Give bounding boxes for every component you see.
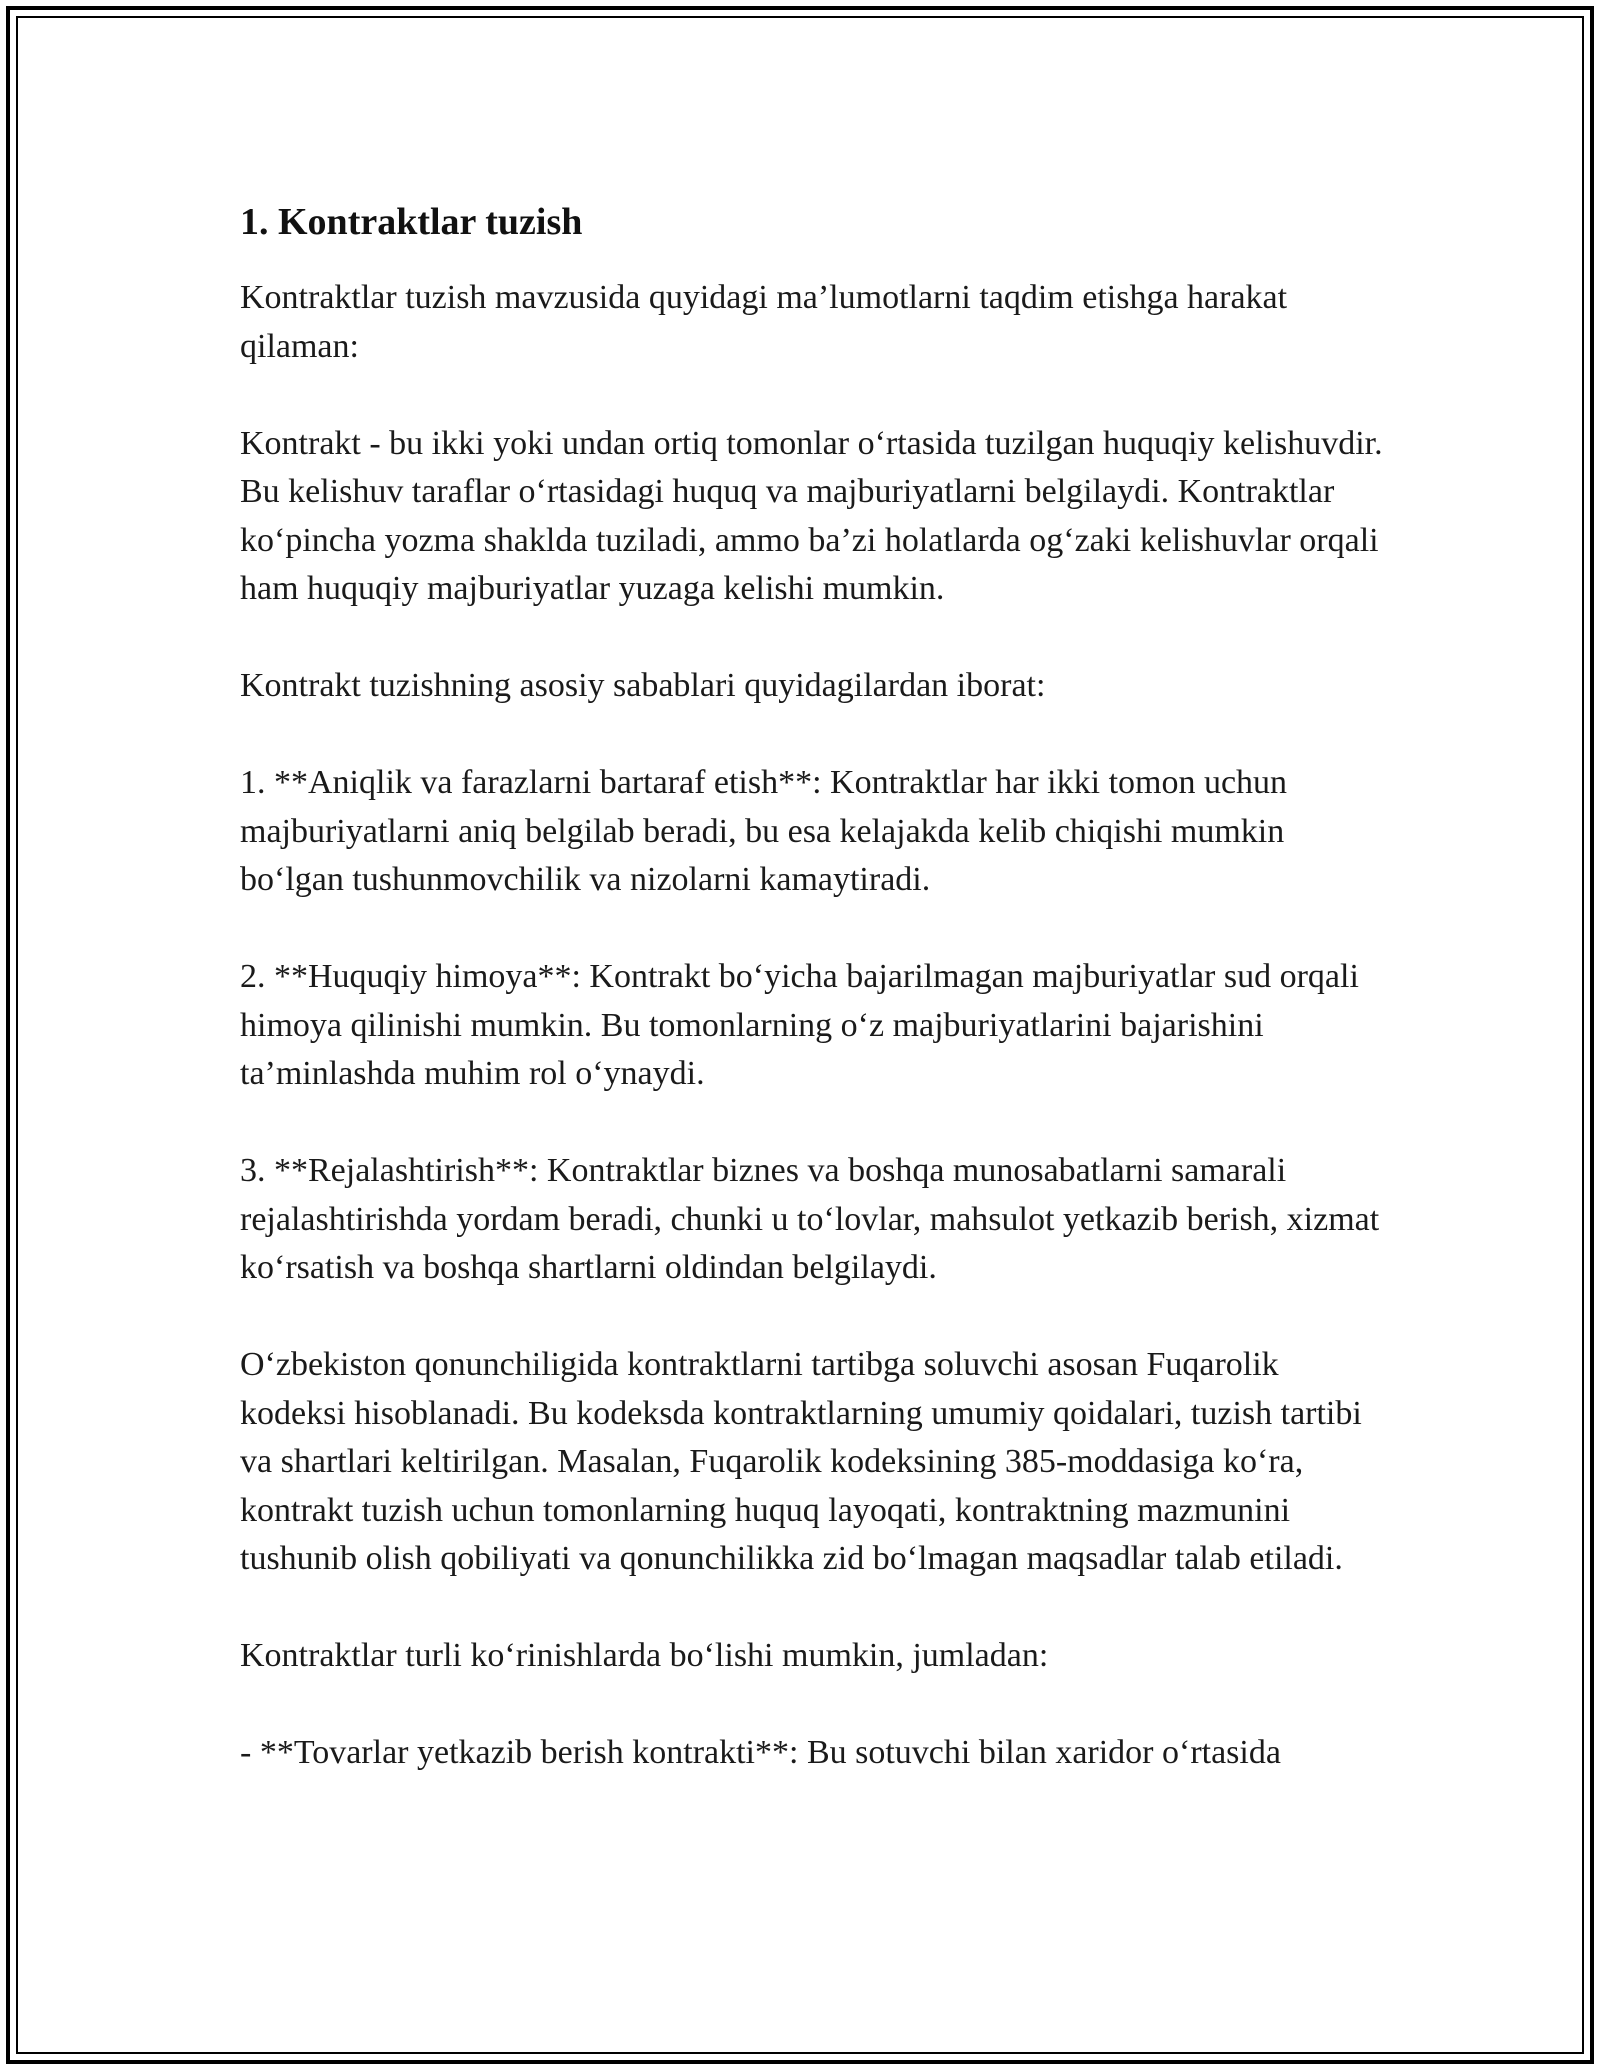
paragraph-types-intro: Kontraktlar turli ko‘rinishlarda bo‘lishi mumkin, jumladan: bbox=[240, 1637, 1049, 1674]
document-title: 1. Kontraktlar tuzish bbox=[240, 201, 583, 243]
document-body bbox=[240, 198, 1390, 1778]
document-page bbox=[6, 6, 1594, 2064]
list-item-reason-1: 1. **Aniqlik va farazlarni bartaraf etish**: Kontraktlar har ikki tomon uchun majburiyatlarni aniq belgilab beradi, bu esa kelajakda kelib chiqishi mumkin bo‘lgan tushunmovchilik va nizolarni kamaytiradi. bbox=[240, 764, 1288, 898]
list-item-reason-2: 2. **Huquqiy himoya**: Kontrakt bo‘yicha bajarilmagan majburiyatlar sud orqali himoya qilinishi mumkin. Bu tomonlarning o‘z majburiyatlarini bajarishini ta’minlashda muhim rol o‘ynaydi. bbox=[240, 958, 1359, 1092]
paragraph-definition: Kontrakt - bu ikki yoki undan ortiq tomonlar o‘rtasida tuzilgan huquqiy kelishuvdir. Bu kelishuv taraflar o‘rtasidagi huquq va majburiyatlarni belgilaydi. Kontraktlar ko‘pincha yozma shaklda tuziladi, ammo ba’zi holatlarda og‘zaki kelishuvlar orqali ham huquqiy majburiyatlar yuzaga kelishi mumkin. bbox=[240, 424, 1383, 607]
paragraph-reasons-intro: Kontrakt tuzishning asosiy sabablari quyidagilardan iborat: bbox=[240, 667, 1046, 704]
paragraph-legislation: O‘zbekiston qonunchiligida kontraktlarni tartibga soluvchi asosan Fuqarolik kodeksi hisoblanadi. Bu kodeksda kontraktlarning umumiy qoidalari, tuzish tartibi va shartlari keltirilgan. Masalan, Fuqarolik kodeksining 385-moddasiga ko‘ra, kontrakt tuzish uchun tomonlarning huquq layoqati, kontraktning mazmunini tushunib olish qobiliyati va qonunchilikka zid bo‘lmagan maqsadlar talab etiladi. bbox=[240, 1346, 1362, 1577]
list-item-reason-3: 3. **Rejalashtirish**: Kontraktlar biznes va boshqa munosabatlarni samarali rejalashtirishda yordam beradi, chunki u to‘lovlar, mahsulot yetkazib berish, xizmat ko‘rsatish va boshqa shartlarni oldindan belgilaydi. bbox=[240, 1152, 1380, 1286]
list-item-type-1: - **Tovarlar yetkazib berish kontrakti**: Bu sotuvchi bilan xaridor o‘rtasida bbox=[240, 1734, 1281, 1771]
paragraph-intro: Kontraktlar tuzish mavzusida quyidagi ma’lumotlarni taqdim etishga harakat qilaman: bbox=[240, 279, 1288, 365]
